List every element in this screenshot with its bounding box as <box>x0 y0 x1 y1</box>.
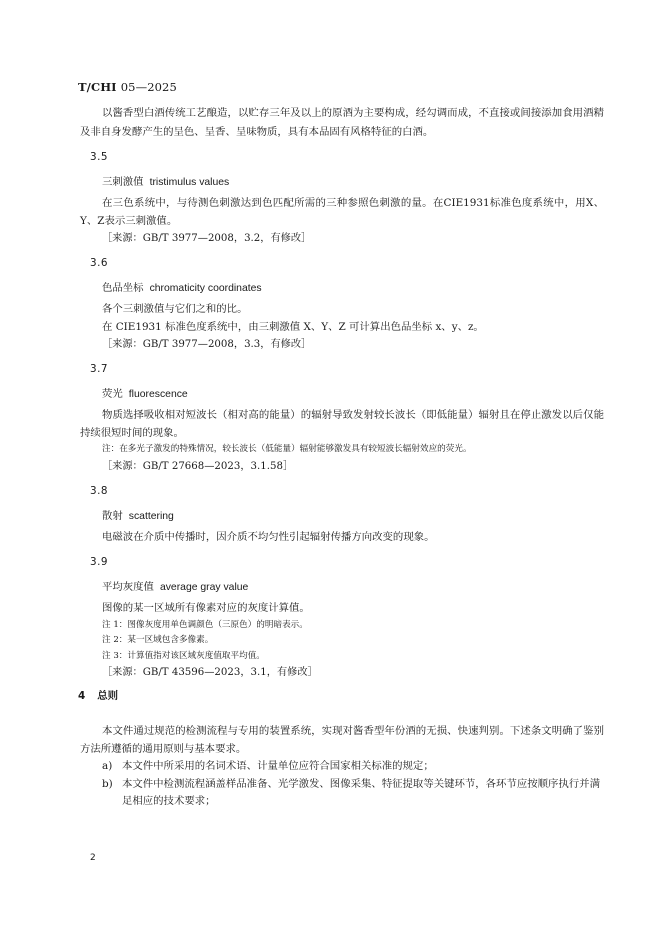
term-english: average gray value <box>159 582 249 593</box>
term-definition: 各个三刺激值与它们之和的比。 <box>102 303 248 315</box>
term-note: 注 3：计算值指对该区域灰度值取平均值。 <box>102 650 265 661</box>
term-definition: 电磁波在介质中传播时，因介质不均匀性引起辐射传播方向改变的现象。 <box>102 530 435 543</box>
term-note: 注：在多光子激发的特殊情况，较长波长（低能量）辐射能够激发具有较短波长辐射效应的荧光。 <box>102 444 472 454</box>
list-marker: b) <box>102 777 113 790</box>
term-chinese: 散射 <box>102 509 123 522</box>
term-english: scattering <box>128 510 174 522</box>
term-note: 注 1：图像灰度用单色调颜色（三原色）的明暗表示。 <box>102 619 308 630</box>
term-chinese: 荧光 <box>102 388 123 400</box>
term-chinese: 三刺激值 <box>102 176 144 188</box>
document-body <box>0 104 662 811</box>
standard-number: 05—2025 <box>120 80 177 94</box>
list-item <box>0 758 662 776</box>
term-english: chromaticity coordinates <box>149 283 262 294</box>
section-number: 4 <box>78 690 86 702</box>
standard-prefix: T/CHI <box>78 80 117 94</box>
term-definition: 物质选择吸收相对短波长（相对高的能量）的辐射导致发射较长波长（即低能量）辐射且在停止激发以后仅能持续很短时间的现象。 <box>80 409 604 439</box>
section-heading <box>0 687 662 705</box>
term-source: ［来源：GB/T 43596—2023，3.1，有修改］ <box>102 667 318 678</box>
term-chinese: 平均灰度值 <box>102 581 154 593</box>
list-item <box>0 776 662 811</box>
list-text: 本文件中检测流程涵盖样品准备、光学激发、图像采集、特征提取等关键环节，各环节应按顺序执行并满足相应的技术要求； <box>122 777 600 807</box>
clause-number: 3.8 <box>90 484 109 497</box>
term-source: ［来源：GB/T 3977—2008，3.3，有修改］ <box>102 339 312 350</box>
term-definition: 图像的某一区域所有像素对应的灰度计算值。 <box>102 602 310 614</box>
term-english: tristimulus values <box>149 177 230 188</box>
term-heading <box>0 279 662 298</box>
term-definition: 在三色系统中，与待测色刺激达到色匹配所需的三种参照色刺激的量。在CIE1931标准色度系统中，用X、Y、Z表示三刺激值。 <box>80 197 604 227</box>
clause-number: 3.6 <box>90 257 109 269</box>
term-heading <box>0 578 662 597</box>
term-english: fluorescence <box>128 389 188 400</box>
document-header <box>78 80 177 94</box>
list-text: 本文件中所采用的名词术语、计量单位应符合国家相关标准的规定； <box>122 760 434 772</box>
term-definition-extra: 在 CIE1931 标准色度系统中，由三刺激值 X、Y、Z 可计算出色品坐标 x、y、z。 <box>102 320 484 333</box>
clause-number: 3.7 <box>90 363 109 375</box>
term-source: ［来源：GB/T 27668—2023，3.1.58］ <box>102 460 294 472</box>
term-note: 注 2：某一区域包含多像素。 <box>102 635 214 645</box>
intro-paragraph: 以酱香型白酒传统工艺酿造，以贮存三年及以上的原酒为主要构成，经勾调而成，不直接或间接添加食用酒精及非自身发酵产生的呈色、呈香、呈味物质，具有本品固有风格特征的白酒。 <box>80 107 604 138</box>
clause-number: 3.9 <box>90 556 109 568</box>
term-heading <box>0 173 662 192</box>
term-heading <box>0 507 662 526</box>
term-chinese: 色品坐标 <box>102 282 144 294</box>
list-marker: a) <box>102 760 113 772</box>
section-title: 总则 <box>97 690 119 702</box>
section-paragraph: 本文件通过规范的检测流程与专用的装置系统，实现对酱香型年份酒的无损、快速判别。下述条文明确了鉴别方法所遵循的通用原则与基本要求。 <box>80 725 604 755</box>
clause-number: 3.5 <box>90 151 109 163</box>
term-heading <box>0 385 662 404</box>
term-source: ［来源：GB/T 3977—2008，3.2，有修改］ <box>102 233 312 244</box>
page-number: 2 <box>90 853 96 863</box>
